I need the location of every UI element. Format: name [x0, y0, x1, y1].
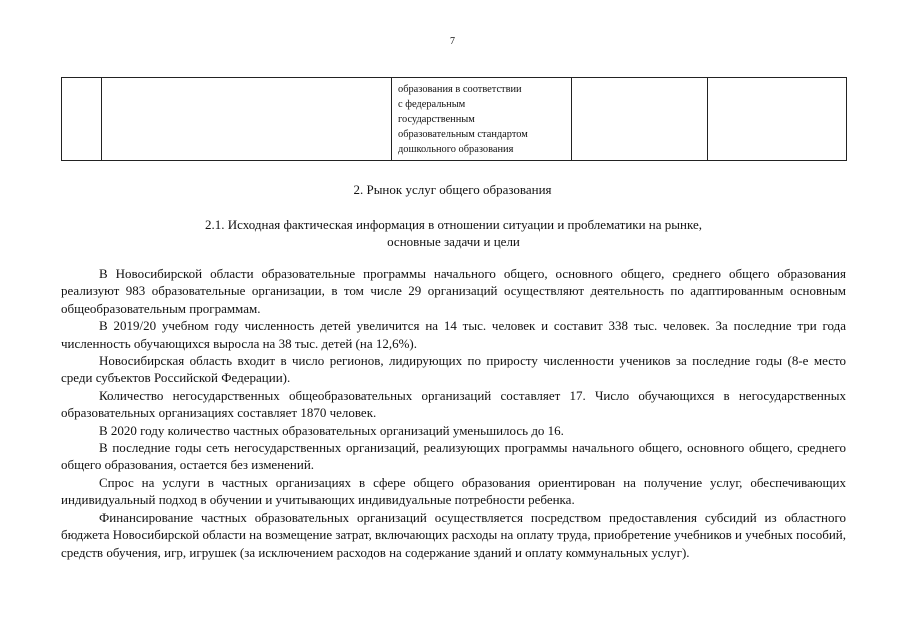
paragraph: В последние годы сеть негосударственных организаций, реализующих программы начального общего, основного общего, среднего общего образования, остается без изменений.: [61, 440, 846, 473]
body-text: [61, 265, 846, 561]
paragraph: Количество негосударственных общеобразовательных организаций составляет 17. Число обучающихся в негосударственных образовательных организациях составляет 1870 человек.: [61, 387, 846, 421]
table-cell-criteria-text: образования в соответствии с федеральным государственным образовательным стандартом дошкольного образования: [398, 84, 528, 155]
paragraph: В 2020 году количество частных образовательных организаций уменьшилось до 16.: [99, 422, 564, 438]
paragraph: Финансирование частных образовательных организаций осуществляется посредством предоставления субсидий из областного бюджета Новосибирской области на возмещение затрат, включающих расходы на оплату труда, приобретение учебников и учебных пособий, средств обучения, игр, игрушек (за исключением расходов на содержание зданий и оплату коммунальных услуг).: [61, 509, 846, 560]
table-cell-number: [62, 78, 102, 161]
paragraph: Спрос на услуги в частных организациях в сфере общего образования ориентирован на получение услуг, обеспечивающих индивидуальный подход в обучении и учитывающих индивидуальные потребности ребенка.: [61, 474, 846, 508]
continuation-table: [61, 77, 847, 161]
table-row: [62, 78, 847, 161]
paragraph: В 2019/20 учебном году численность детей увеличится на 14 тыс. человек и составит 338 тыс. человек. За последние три года численность обучающихся выросла на 38 тыс. детей (на 12,6%).: [61, 318, 846, 351]
table-cell-responsible: [708, 78, 847, 161]
table-cell-deadline: [572, 78, 708, 161]
paragraph: Новосибирская область входит в число регионов, лидирующих по приросту численности учеников за последние годы (8-е место среди субъектов Российской Федерации).: [61, 353, 846, 386]
section-title: 2. Рынок услуг общего образования: [353, 182, 552, 197]
page-number: 7: [450, 36, 455, 47]
subsection-title: 2.1. Исходная фактическая информация в отношении ситуации и проблематики на рынке, основные задачи и цели: [205, 217, 702, 249]
table-cell-criteria: [392, 78, 572, 161]
table-cell-measure: [102, 78, 392, 161]
paragraph: В Новосибирской области образовательные программы начального общего, основного общего, среднего общего образования реализуют 983 образовательные организации, в том числе 29 организаций осуществляют деятельность по адаптированным основным общеобразовательным программам.: [61, 266, 846, 316]
